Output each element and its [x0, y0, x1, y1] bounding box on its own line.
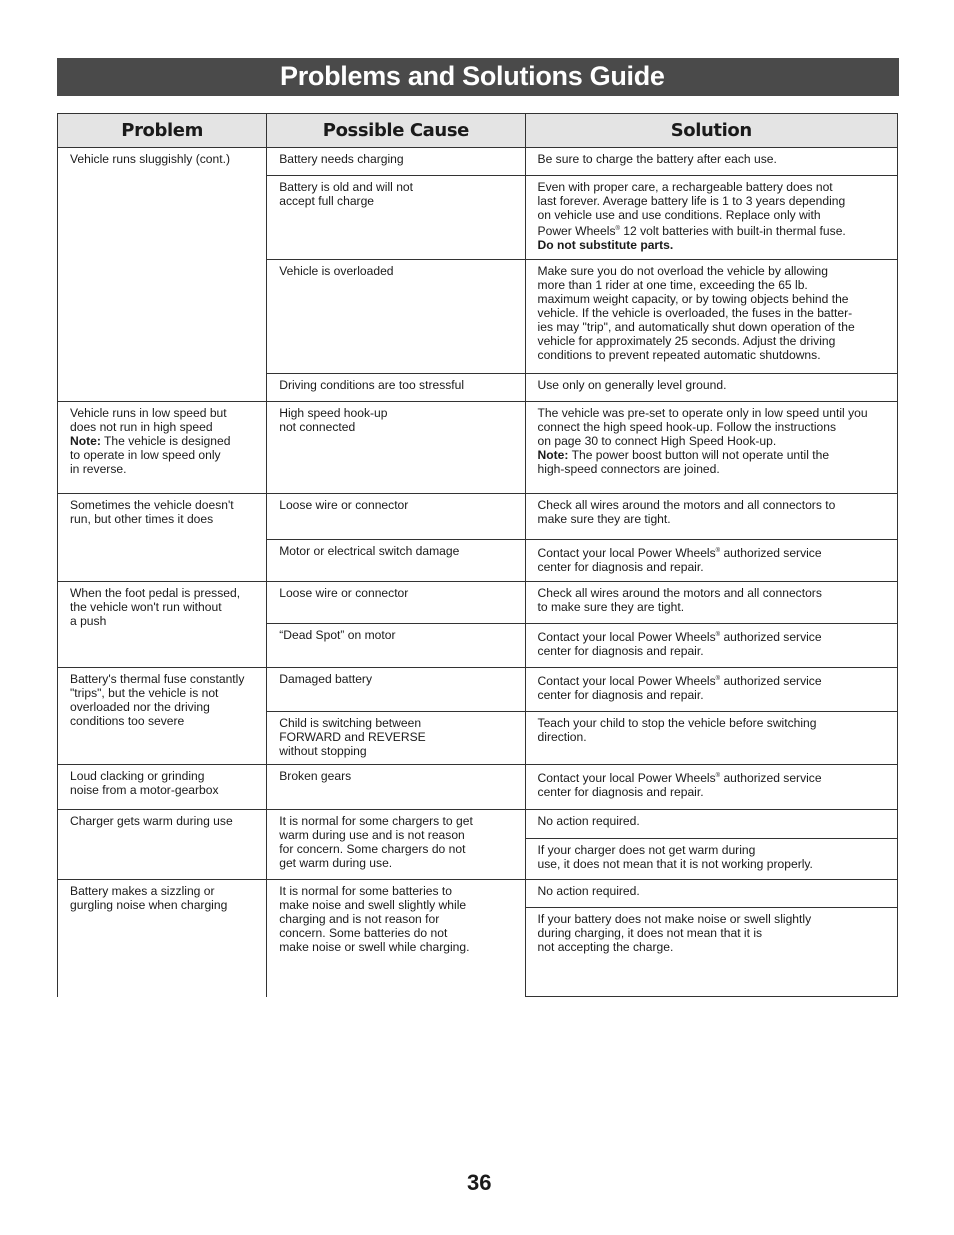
solution-cell: Check all wires around the motors and all connectors to make sure they are tight. [525, 582, 897, 624]
solution-cell: No action required. [525, 810, 897, 839]
solution-cell: Make sure you do not overload the vehicle by allowing more than 1 rider at one time, exceeding the 65 lb. maximum weight capacity, or by towing objects behind the vehicle. If the vehicle is overloaded, the fuses in the batter- ies may "trip", and automatically shut down operation of the vehicle for approximately 25 seconds. Adjust the driving conditions to prevent repeated automatic shutdowns. [525, 260, 897, 374]
table-row [58, 402, 898, 494]
solution-cell: Contact your local Power Wheels® authorized service center for diagnosis and repair. [525, 540, 897, 582]
page-number: 36 [467, 1170, 492, 1195]
problem-cell: Vehicle runs in low speed but does not run in high speed Note: The vehicle is designed to operate in low speed only in reverse. [58, 402, 267, 494]
problem-cell: Charger gets warm during use [58, 810, 267, 880]
problem-cell: Loud clacking or grinding noise from a motor-gearbox [58, 765, 267, 810]
registered-mark: ® [715, 632, 721, 638]
cause-cell: Child is switching between FORWARD and REVERSE without stopping [267, 712, 525, 765]
problem-cell: Battery's thermal fuse constantly "trips", but the vehicle is not overloaded nor the driving conditions too severe [58, 668, 267, 765]
registered-mark: ® [715, 773, 721, 779]
solution-cell: If your charger does not get warm during use, it does not mean that it is not working properly. [525, 839, 897, 880]
table-row [58, 582, 898, 624]
solution-cell: Be sure to charge the battery after each use. [525, 148, 897, 176]
table-row [58, 668, 898, 712]
cause-cell: Motor or electrical switch damage [267, 540, 525, 582]
solution-cell: Even with proper care, a rechargeable battery does not last forever. Average battery life is 1 to 3 years depending on vehicle use and use conditions. Replace only with Power Wheels® 12 volt batteries with built-in thermal fuse. Do not substitute parts. [525, 176, 897, 260]
cause-cell: Loose wire or connector [267, 582, 525, 624]
problem-cell: Vehicle runs sluggishly (cont.) [58, 148, 267, 402]
cause-cell: It is normal for some batteries to make noise and swell slightly while charging and is not reason for concern. Some batteries do not make noise or swell while charging. [267, 880, 525, 997]
problems-solutions-table [57, 113, 898, 997]
table-row [58, 880, 898, 908]
problem-note-label: Note: [70, 434, 101, 448]
cause-cell: High speed hook-up not connected [267, 402, 525, 494]
table-row [58, 765, 898, 810]
header-problem: Problem [58, 114, 267, 148]
cause-cell: Broken gears [267, 765, 525, 810]
solution-cell: Teach your child to stop the vehicle before switching direction. [525, 712, 897, 765]
registered-mark: ® [615, 226, 620, 232]
table-row [58, 810, 898, 839]
solution-cell: Contact your local Power Wheels® authorized service center for diagnosis and repair. [525, 624, 897, 668]
cause-cell: Damaged battery [267, 668, 525, 712]
problem-cell: Battery makes a sizzling or gurgling noise when charging [58, 880, 267, 997]
cause-cell: “Dead Spot” on motor [267, 624, 525, 668]
solution-note-label: Note: [537, 448, 569, 462]
solution-cell: Check all wires around the motors and all connectors to make sure they are tight. [525, 494, 897, 540]
problem-cell: When the foot pedal is pressed, the vehicle won't run without a push [58, 582, 267, 668]
cause-cell: Battery needs charging [267, 148, 525, 176]
problem-cell: Sometimes the vehicle doesn't run, but other times it does [58, 494, 267, 582]
solution-cell: No action required. [525, 880, 897, 908]
registered-mark: ® [715, 676, 721, 682]
header-solution: Solution [525, 114, 897, 148]
cause-cell: Driving conditions are too stressful [267, 374, 525, 402]
solution-cell: The vehicle was pre-set to operate only in low speed until you connect the high speed hook-up. Follow the instructions on page 30 to connect High Speed Hook-up. Note: The power boost button will not operate until the high-speed connectors are joined. [525, 402, 897, 494]
registered-mark: ® [715, 548, 721, 554]
table-header-row [58, 114, 898, 148]
solution-warning: Do not substitute parts. [537, 238, 674, 253]
solution-cell: Contact your local Power Wheels® authorized service center for diagnosis and repair. [525, 765, 897, 810]
solution-cell: Use only on generally level ground. [525, 374, 897, 402]
cause-cell: It is normal for some chargers to get warm during use and is not reason for concern. Some chargers do not get warm during use. [267, 810, 525, 880]
cause-cell: Vehicle is overloaded [267, 260, 525, 374]
cause-cell: Loose wire or connector [267, 494, 525, 540]
title-banner [57, 58, 899, 96]
page-title: Problems and Solutions Guide [280, 61, 665, 91]
solution-cell: If your battery does not make noise or swell slightly during charging, it does not mean that it is not accepting the charge. [525, 908, 897, 997]
header-possible-cause: Possible Cause [267, 114, 525, 148]
solution-cell: Contact your local Power Wheels® authorized service center for diagnosis and repair. [525, 668, 897, 712]
table-row [58, 148, 898, 176]
table-row [58, 494, 898, 540]
cause-cell: Battery is old and will not accept full charge [267, 176, 525, 260]
